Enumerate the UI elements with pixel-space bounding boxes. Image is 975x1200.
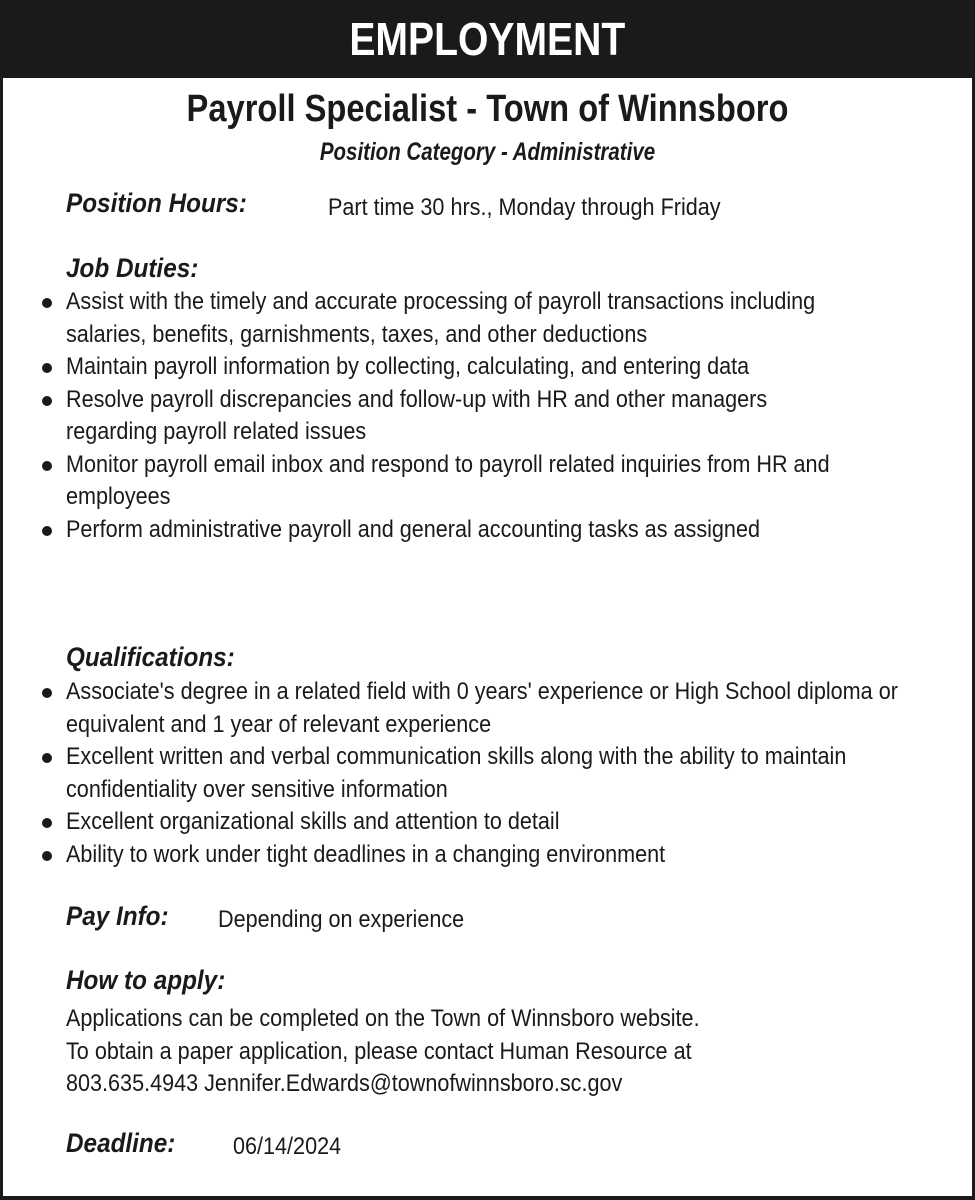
list-item: Associate's degree in a related field with 0 years' experience or High School diploma or equivalent and 1 year of relevant experience <box>0 676 900 741</box>
bullet-icon <box>42 298 52 308</box>
position-category: Position Category - Administrative <box>319 138 656 166</box>
qualifications-heading: Qualifications: <box>66 642 235 672</box>
job-duties-heading-row <box>66 255 213 282</box>
how-to-apply-heading-row <box>66 967 243 994</box>
list-item: Maintain payroll information by collecting, calculating, and entering data <box>0 351 900 384</box>
deadline-label: Deadline: <box>66 1128 176 1158</box>
bullet-icon <box>42 396 52 406</box>
position-hours-value: Part time 30 hrs., Monday through Friday <box>328 194 721 221</box>
bullet-icon <box>42 461 52 471</box>
deadline <box>66 1128 342 1160</box>
bullet-icon <box>42 688 52 698</box>
how-to-apply-text <box>66 1003 930 1101</box>
position-hours <box>66 188 721 221</box>
list-item: Monitor payroll email inbox and respond to payroll related inquiries from HR and employees <box>0 449 900 514</box>
pay-info <box>66 901 465 933</box>
qualifications-heading-row <box>66 644 254 671</box>
apply-line: To obtain a paper application, please contact Human Resource at <box>66 1037 692 1065</box>
list-item: Perform administrative payroll and general accounting tasks as assigned <box>0 514 900 547</box>
bullet-icon <box>42 818 52 828</box>
bullet-icon <box>42 753 52 763</box>
banner-title: EMPLOYMENT <box>349 13 626 65</box>
section-banner <box>0 0 975 78</box>
how-to-apply-heading: How to apply: <box>66 965 226 995</box>
list-item: Ability to work under tight deadlines in a changing environment <box>0 839 900 872</box>
bullet-icon <box>42 363 52 373</box>
job-duties-list <box>0 286 975 546</box>
list-item: Assist with the timely and accurate processing of payroll transactions including salaries, benefits, garnishments, taxes, and other deductions <box>0 286 900 351</box>
deadline-value: 06/14/2024 <box>233 1133 342 1160</box>
qualifications-list <box>0 676 975 871</box>
list-item: Excellent organizational skills and attention to detail <box>0 806 900 839</box>
position-hours-label: Position Hours: <box>66 188 247 218</box>
pay-info-value: Depending on experience <box>218 906 465 933</box>
list-item: Resolve payroll discrepancies and follow-up with HR and other managers regarding payroll related issues <box>0 384 900 449</box>
pay-info-label: Pay Info: <box>66 901 169 931</box>
apply-line: Applications can be completed on the Town of Winnsboro website. <box>66 1005 700 1032</box>
bullet-icon <box>42 851 52 861</box>
bullet-icon <box>42 526 52 536</box>
job-title: Payroll Specialist - Town of Winnsboro <box>186 88 789 130</box>
job-duties-heading: Job Duties: <box>66 253 199 283</box>
apply-contact-line: 803.635.4943 Jennifer.Edwards@townofwinnsboro.sc.gov <box>66 1070 623 1097</box>
list-item: Excellent written and verbal communication skills along with the ability to maintain confidentiality over sensitive information <box>0 741 900 806</box>
